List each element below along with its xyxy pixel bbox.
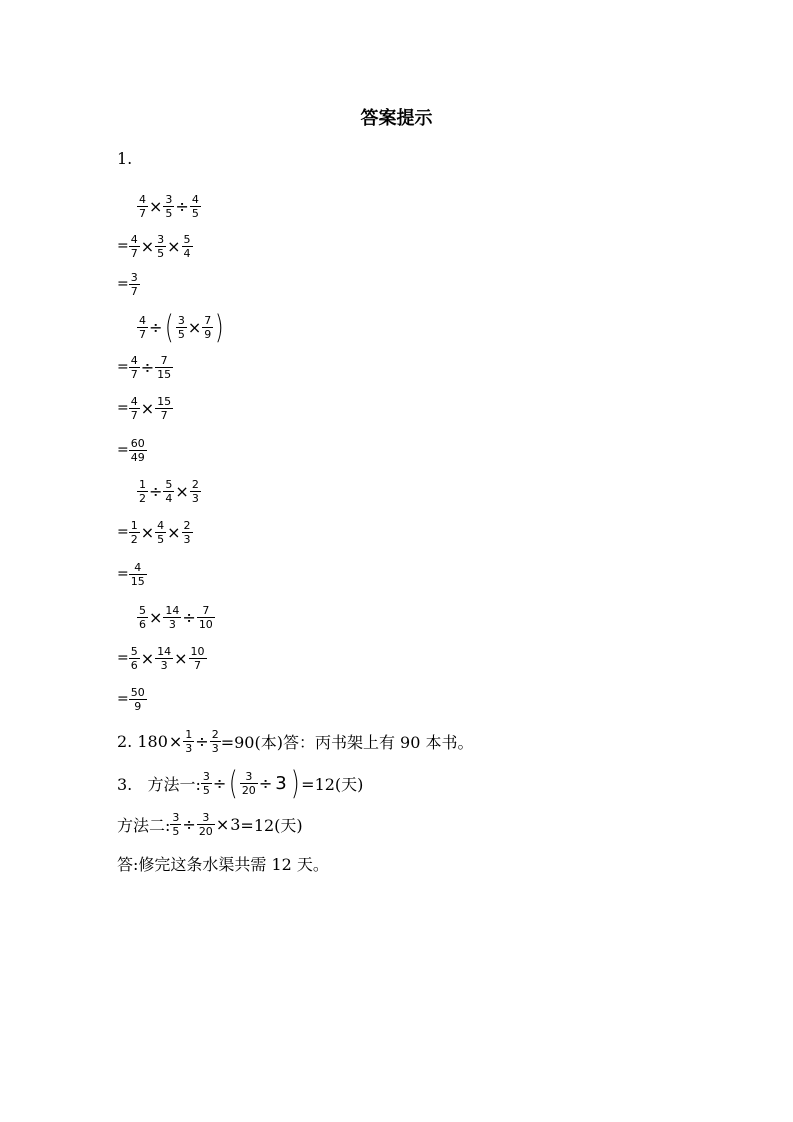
fraction — [184, 728, 193, 755]
equals-sign: = — [117, 691, 129, 707]
numerator: 3 — [157, 232, 165, 246]
equals-sign: = — [117, 524, 129, 540]
q3-answer-text: 答:修完这条水渠共需 12 天。 — [117, 854, 329, 874]
fraction — [138, 478, 147, 505]
numerator: 14 — [165, 603, 180, 617]
times-sign: × — [140, 522, 155, 542]
numerator: 3 — [177, 313, 185, 327]
numerator: 2 — [183, 518, 191, 532]
divide-sign: ÷ — [175, 196, 189, 216]
denominator: 6 — [130, 658, 138, 672]
q1b-line-3 — [117, 388, 173, 428]
denominator: 7 — [139, 206, 146, 220]
numerator: 4 — [139, 192, 146, 206]
question-3-method-2 — [117, 804, 303, 844]
denominator: 5 — [157, 532, 165, 546]
q3-label-2: 方法二: — [117, 815, 171, 835]
denominator: 2 — [130, 532, 138, 546]
numerator: 4 — [130, 353, 138, 367]
fraction — [130, 686, 146, 713]
denominator: 3 — [191, 491, 199, 505]
right-parenthesis: ) — [290, 764, 300, 802]
numerator: 4 — [157, 518, 165, 532]
left-parenthesis: ( — [229, 764, 238, 802]
fraction — [183, 519, 192, 546]
numerator: 4 — [130, 394, 138, 408]
denominator: 15 — [157, 367, 172, 381]
times-sign: × — [149, 607, 163, 627]
fraction — [130, 561, 146, 588]
denominator: 3 — [183, 532, 191, 546]
numerator: 10 — [190, 644, 205, 658]
question-3-answer — [117, 843, 329, 883]
q1d-line-2 — [117, 638, 207, 678]
denominator: 20 — [198, 824, 213, 838]
q2-result: =90(本)答：丙书架上有 90 本书。 — [220, 732, 474, 752]
right-parenthesis: ) — [215, 308, 224, 346]
numerator: 5 — [183, 232, 191, 246]
fraction — [156, 519, 165, 546]
fraction — [241, 770, 257, 797]
numerator: 14 — [157, 644, 172, 658]
fraction — [130, 395, 139, 422]
times-sign: × — [168, 731, 183, 751]
times-sign: × — [174, 648, 188, 668]
times-sign: × — [215, 814, 230, 834]
numerator: 50 — [130, 685, 145, 699]
q3-m2-result: =12(天) — [240, 815, 303, 835]
denominator: 20 — [241, 783, 256, 797]
fraction — [164, 193, 173, 220]
fraction — [191, 193, 200, 220]
divide-sign: ÷ — [182, 814, 196, 834]
divide-sign: ÷ — [195, 731, 209, 751]
fraction — [138, 314, 147, 341]
question-2-line — [117, 721, 474, 761]
divide-sign: ÷ — [258, 773, 273, 793]
fraction — [138, 193, 147, 220]
divide-sign: ÷ — [182, 607, 196, 627]
q2-prefix: 2. 180 — [117, 731, 168, 751]
equals-sign: = — [117, 650, 129, 666]
fraction — [138, 604, 147, 631]
q1b-line-1 — [137, 307, 226, 347]
denominator: 7 — [189, 658, 207, 672]
denominator: 4 — [165, 491, 173, 505]
numerator: 2 — [191, 477, 199, 491]
divide-sign: ÷ — [149, 481, 163, 501]
denominator: 7 — [130, 284, 138, 298]
divide-sign: ÷ — [212, 773, 227, 793]
fraction — [164, 478, 173, 505]
times-sign: × — [140, 236, 155, 256]
times-sign: × — [167, 236, 181, 256]
denominator: 9 — [204, 327, 212, 341]
denominator: 5 — [172, 824, 180, 838]
left-parenthesis: ( — [165, 308, 175, 346]
fraction — [130, 354, 139, 381]
times-sign: × — [175, 481, 189, 501]
numerator: 1 — [130, 518, 138, 532]
denominator: 7 — [130, 367, 138, 381]
divide-sign: ÷ — [140, 357, 155, 377]
numerator: 7 — [204, 313, 212, 327]
fraction — [164, 604, 180, 631]
fraction — [156, 233, 165, 260]
denominator: 3 — [211, 741, 219, 755]
denominator: 15 — [130, 574, 145, 588]
fraction — [130, 271, 139, 298]
question-3-method-1 — [117, 763, 363, 803]
times-sign: × — [187, 317, 202, 337]
equals-sign: = — [117, 276, 129, 292]
divide-sign: ÷ — [149, 317, 163, 337]
fraction — [198, 811, 214, 838]
denominator: 2 — [139, 491, 146, 505]
equals-sign: = — [117, 359, 129, 375]
fraction — [156, 354, 172, 381]
numerator: 5 — [130, 644, 138, 658]
fraction — [203, 314, 212, 341]
q3-m2-multiplier: 3 — [230, 814, 241, 834]
q1d-line-3 — [117, 679, 147, 719]
fraction — [130, 437, 146, 464]
numerator: 5 — [139, 603, 146, 617]
times-sign: × — [167, 522, 181, 542]
fraction — [177, 314, 186, 341]
denominator: 5 — [157, 246, 165, 260]
fraction — [202, 770, 211, 797]
equals-sign: = — [117, 442, 129, 458]
numerator: 60 — [130, 436, 145, 450]
numerator: 3 — [202, 769, 210, 783]
denominator: 3 — [185, 741, 193, 755]
fraction — [156, 395, 172, 422]
fraction — [183, 233, 192, 260]
numerator: 1 — [139, 477, 146, 491]
numerator: 4 — [191, 192, 199, 206]
numerator: 3 — [130, 270, 138, 284]
fraction — [130, 233, 139, 260]
numerator: 3 — [245, 769, 253, 783]
numerator: 3 — [202, 810, 210, 824]
fraction — [191, 478, 200, 505]
q1b-line-2 — [117, 347, 173, 387]
numerator: 4 — [130, 232, 138, 246]
fraction — [156, 645, 172, 672]
times-sign: × — [140, 398, 155, 418]
numerator: 3 — [172, 810, 180, 824]
q1a-line-2 — [117, 226, 193, 266]
denominator: 7 — [130, 408, 138, 422]
q1c-line-1 — [137, 471, 201, 511]
denominator: 6 — [139, 617, 146, 631]
equals-sign: = — [117, 238, 129, 254]
fraction — [198, 604, 214, 631]
fraction — [211, 728, 220, 755]
q1-label-text: 1. — [117, 148, 133, 168]
fraction — [130, 519, 139, 546]
denominator: 7 — [155, 408, 173, 422]
numerator: 7 — [160, 353, 168, 367]
numerator: 2 — [211, 727, 219, 741]
question-1-label — [117, 138, 132, 178]
denominator: 49 — [130, 450, 145, 464]
number-three: 3 — [275, 772, 287, 794]
numerator: 4 — [134, 560, 142, 574]
q1a-line-3 — [117, 264, 140, 304]
fraction — [190, 645, 206, 672]
numerator: 7 — [202, 603, 210, 617]
q3-label: 3. 方法一: — [117, 774, 201, 794]
q1b-line-4 — [117, 430, 147, 470]
fraction — [171, 811, 180, 838]
q3-m1-result: =12(天) — [301, 774, 364, 794]
denominator: 3 — [163, 617, 181, 631]
denominator: 5 — [165, 206, 173, 220]
denominator: 5 — [191, 206, 199, 220]
equals-sign: = — [117, 566, 129, 582]
times-sign: × — [140, 648, 155, 668]
q1c-line-2 — [117, 512, 193, 552]
times-sign: × — [149, 196, 163, 216]
numerator: 3 — [165, 192, 173, 206]
denominator: 7 — [139, 327, 146, 341]
numerator: 15 — [157, 394, 172, 408]
page-title: 答案提示 — [360, 108, 433, 129]
denominator: 7 — [130, 246, 138, 260]
denominator: 9 — [129, 699, 147, 713]
numerator: 4 — [139, 313, 146, 327]
denominator: 5 — [177, 327, 185, 341]
denominator: 4 — [183, 246, 191, 260]
fraction — [130, 645, 139, 672]
numerator: 5 — [165, 477, 173, 491]
denominator: 10 — [198, 617, 213, 631]
q1c-line-3 — [117, 554, 147, 594]
q1d-line-1 — [137, 597, 215, 637]
numerator: 1 — [185, 727, 193, 741]
denominator: 3 — [155, 658, 173, 672]
equals-sign: = — [117, 400, 129, 416]
denominator: 5 — [202, 783, 210, 797]
q1a-line-1 — [137, 186, 201, 226]
